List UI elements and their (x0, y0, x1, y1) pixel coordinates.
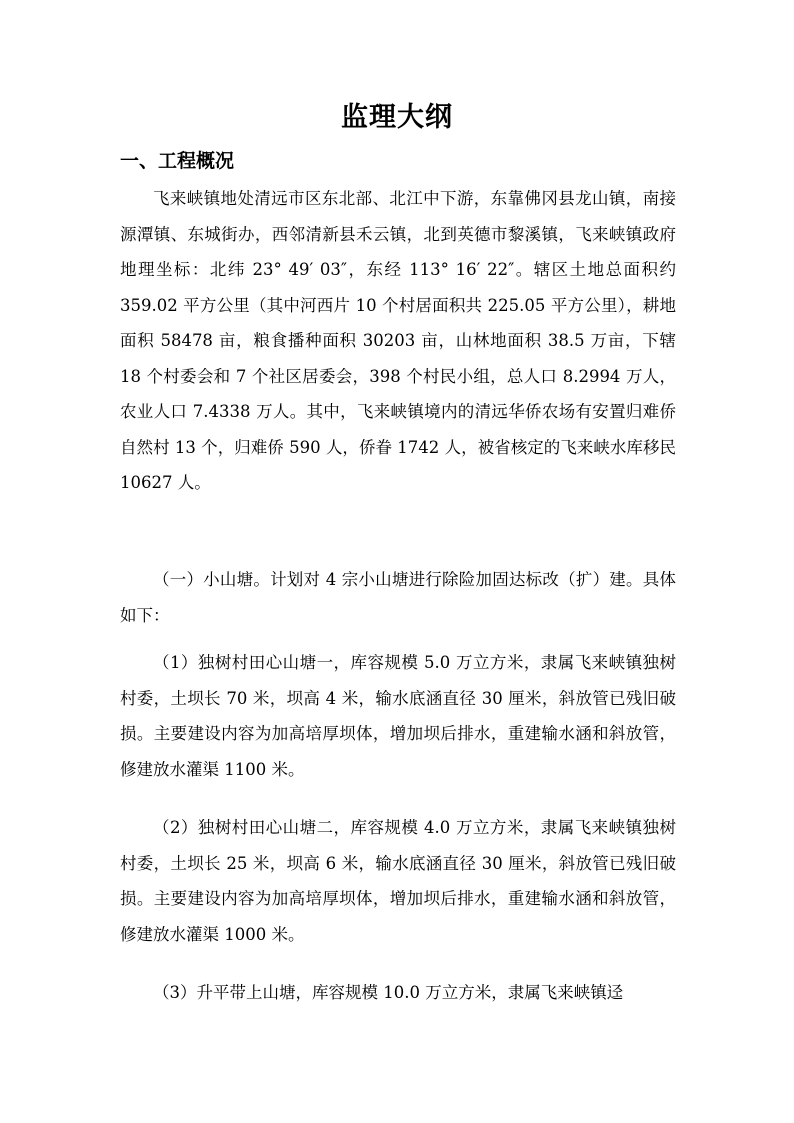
document-title: 监理大纲 (341, 102, 453, 133)
paragraph-pond-2: （2）独树村田心山塘二，库容规模 4.0 万立方米，隶属飞来峡镇独树村委，土坝长 25 米，坝高 6 米，输水底涵直径 30 厘米，斜放管已残旧破损。主要建设内容为加高培厚坝体，增加坝后排水，重建输水涵和斜放管，修建放水灌渠 1000 米。 (120, 818, 676, 944)
paragraph-pond-1: （1）独树村田心山塘一，库容规模 5.0 万立方米，隶属飞来峡镇独树村委，土坝长 70 米，坝高 4 米，输水底涵直径 30 厘米，斜放管已残旧破损。主要建设内容为加高培厚坝体，增加坝后排水，重建输水涵和斜放管，修建放水灌渠 1100 米。 (120, 653, 676, 779)
paragraph-small-ponds: （一）小山塘。计划对 4 宗小山塘进行除险加固达标改（扩）建。具体如下： (120, 570, 676, 625)
section-heading: 一、工程概况 (120, 150, 235, 172)
paragraph-pond-3: （3）升平带上山塘，库容规模 10.0 万立方米，隶属飞来峡镇迳 (153, 983, 624, 1002)
paragraph-overview: 飞来峡镇地处清远市区东北部、北江中下游，东靠佛冈县龙山镇，南接源潭镇、东城街办，西邻清新县禾云镇，北到英德市黎溪镇，飞来峡镇政府地理坐标：北纬 23° 49′ 03″，东经 113° 16′ 22″。辖区土地总面积约 359.02 平方公里（其中河西片 10 个村居面积共 225.05 平方公里），耕地面积 58478 亩，粮食播种面积 30203 亩，山林地面积 38.5 万亩，下辖 18 个村委会和 7 个社区居委会，398 个村民小组，总人口 8.2994 万人，农业人口 7.4338 万人。其中，飞来峡镇境内的清远华侨农场有安置归难侨自然村 13 个，归难侨 590 人，侨眷 1742 人，被省核定的飞来峡水库移民 10627 人。 (120, 189, 676, 492)
